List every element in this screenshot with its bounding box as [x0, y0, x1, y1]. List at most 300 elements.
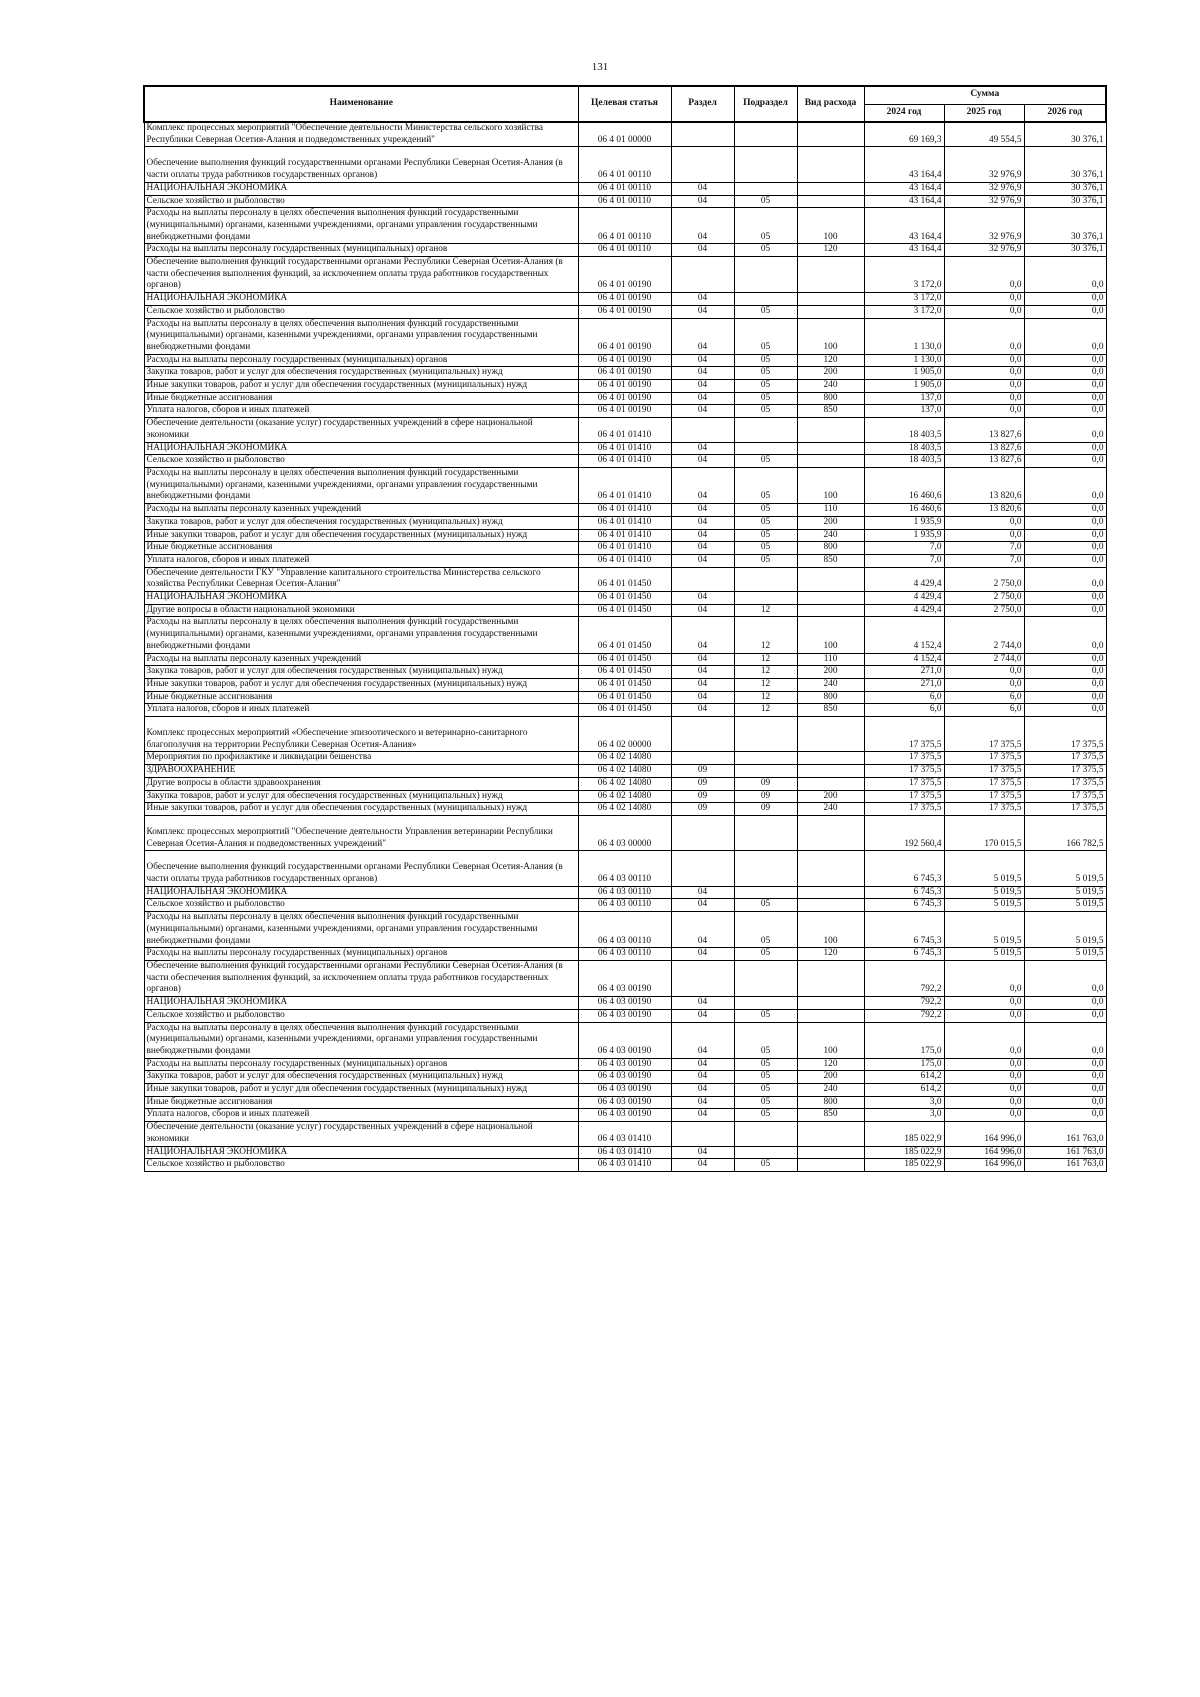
row-name: Иные бюджетные ассигнования: [144, 691, 578, 704]
expense-type-code: 200: [797, 790, 864, 803]
target-code: 06 4 01 00190: [578, 354, 671, 367]
amount-2024: 7,0: [864, 554, 944, 567]
target-code: 06 4 03 00190: [578, 1096, 671, 1109]
amount-2026: 0,0: [1024, 293, 1106, 306]
amount-2025: 13 820,6: [944, 504, 1024, 517]
amount-2025: 0,0: [944, 354, 1024, 367]
section-code: 04: [671, 244, 734, 257]
amount-2025: 0,0: [944, 293, 1024, 306]
amount-2026: 0,0: [1024, 367, 1106, 380]
expense-type-code: 100: [797, 318, 864, 354]
section-code: [671, 717, 734, 752]
subsection-code: 12: [734, 704, 797, 717]
amount-2024: 16 460,6: [864, 504, 944, 517]
subsection-code: 05: [734, 542, 797, 555]
target-code: 06 4 01 00110: [578, 244, 671, 257]
row-name: НАЦИОНАЛЬНАЯ ЭКОНОМИКА: [144, 442, 578, 455]
expense-type-code: 850: [797, 1109, 864, 1122]
expense-type-code: [797, 604, 864, 617]
target-code: 06 4 01 01450: [578, 617, 671, 653]
table-row: [144, 208, 1106, 244]
expense-type-code: 100: [797, 617, 864, 653]
target-code: 06 4 01 01450: [578, 691, 671, 704]
row-name: Комплекс процессных мероприятий «Обеспечение эпизоотического и ветеринарно-санитарного благополучия на территории Республики Северная Осетия-Алания»: [144, 717, 578, 752]
table-row: [144, 1071, 1106, 1084]
amount-2026: 0,0: [1024, 691, 1106, 704]
amount-2024: 6 745,3: [864, 851, 944, 886]
target-code: 06 4 03 00190: [578, 997, 671, 1010]
amount-2025: 0,0: [944, 997, 1024, 1010]
header-target: Целевая статья: [578, 86, 671, 122]
amount-2024: 137,0: [864, 405, 944, 418]
row-name: Обеспечение деятельности ГКУ "Управление капитального строительства Министерства сельского хозяйства Республики Северная Осетия-Алания": [144, 567, 578, 591]
amount-2026: 0,0: [1024, 318, 1106, 354]
amount-2026: 0,0: [1024, 592, 1106, 605]
target-code: 06 4 03 00190: [578, 1071, 671, 1084]
amount-2025: 13 827,6: [944, 442, 1024, 455]
row-name: Расходы на выплаты персоналу в целях обеспечения выполнения функций государственными (муниципальными) органами, казенными учреждениями, органами управления государственными внебюджетными фондами: [144, 208, 578, 244]
section-code: 04: [671, 542, 734, 555]
target-code: 06 4 03 00000: [578, 815, 671, 850]
expense-type-code: [797, 1146, 864, 1159]
subsection-code: 05: [734, 1009, 797, 1022]
amount-2025: 0,0: [944, 1058, 1024, 1071]
table-row: [144, 147, 1106, 182]
table-row: [144, 1022, 1106, 1058]
row-name: НАЦИОНАЛЬНАЯ ЭКОНОМИКА: [144, 182, 578, 195]
expense-type-code: [797, 752, 864, 765]
amount-2026: 0,0: [1024, 704, 1106, 717]
row-name: Иные бюджетные ассигнования: [144, 542, 578, 555]
subsection-code: 05: [734, 367, 797, 380]
expense-type-code: 100: [797, 912, 864, 948]
amount-2026: 0,0: [1024, 653, 1106, 666]
target-code: 06 4 02 14080: [578, 790, 671, 803]
amount-2024: 1 905,0: [864, 380, 944, 393]
row-name: Расходы на выплаты персоналу в целях обеспечения выполнения функций государственными (муниципальными) органами, казенными учреждениями, органами управления государственными внебюджетными фондами: [144, 318, 578, 354]
amount-2025: 5 019,5: [944, 886, 1024, 899]
table-row: [144, 948, 1106, 961]
table-row: [144, 961, 1106, 997]
amount-2026: 17 375,5: [1024, 717, 1106, 752]
expense-type-code: [797, 717, 864, 752]
amount-2025: 17 375,5: [944, 752, 1024, 765]
target-code: 06 4 01 00190: [578, 367, 671, 380]
table-row: [144, 257, 1106, 293]
row-name: Расходы на выплаты персоналу в целях обеспечения выполнения функций государственными (муниципальными) органами, казенными учреждениями, органами управления государственными внебюджетными фондами: [144, 912, 578, 948]
target-code: 06 4 01 01410: [578, 418, 671, 442]
section-code: [671, 257, 734, 293]
table-row: [144, 803, 1106, 816]
row-name: ЗДРАВООХРАНЕНИЕ: [144, 765, 578, 778]
expense-type-code: [797, 765, 864, 778]
amount-2024: 3 172,0: [864, 293, 944, 306]
table-row: [144, 1058, 1106, 1071]
target-code: 06 4 01 01410: [578, 442, 671, 455]
amount-2024: 6,0: [864, 704, 944, 717]
amount-2024: 4 152,4: [864, 653, 944, 666]
subsection-code: 12: [734, 678, 797, 691]
table-row: [144, 442, 1106, 455]
section-code: 04: [671, 1058, 734, 1071]
subsection-code: [734, 592, 797, 605]
amount-2024: 185 022,9: [864, 1146, 944, 1159]
target-code: 06 4 01 01410: [578, 455, 671, 468]
subsection-code: 05: [734, 244, 797, 257]
header-sum: Сумма: [864, 86, 1106, 104]
table-row: [144, 367, 1106, 380]
target-code: 06 4 01 01410: [578, 516, 671, 529]
amount-2025: 7,0: [944, 542, 1024, 555]
amount-2024: 18 403,5: [864, 442, 944, 455]
row-name: Сельское хозяйство и рыболовство: [144, 305, 578, 318]
amount-2024: 43 164,4: [864, 208, 944, 244]
target-code: 06 4 01 00190: [578, 392, 671, 405]
amount-2024: 175,0: [864, 1022, 944, 1058]
section-code: 04: [671, 1146, 734, 1159]
amount-2024: 18 403,5: [864, 455, 944, 468]
table-row: [144, 765, 1106, 778]
amount-2024: 3,0: [864, 1096, 944, 1109]
amount-2026: 30 376,1: [1024, 182, 1106, 195]
amount-2024: 43 164,4: [864, 182, 944, 195]
amount-2025: 0,0: [944, 666, 1024, 679]
amount-2024: 17 375,5: [864, 777, 944, 790]
subsection-code: 05: [734, 554, 797, 567]
amount-2024: 17 375,5: [864, 803, 944, 816]
amount-2024: 6,0: [864, 691, 944, 704]
amount-2024: 1 935,9: [864, 516, 944, 529]
expense-type-code: 200: [797, 666, 864, 679]
table-row: [144, 529, 1106, 542]
amount-2025: 0,0: [944, 1009, 1024, 1022]
expense-type-code: [797, 1159, 864, 1172]
subsection-code: [734, 147, 797, 182]
table-row: [144, 354, 1106, 367]
target-code: 06 4 01 01410: [578, 504, 671, 517]
amount-2024: 6 745,3: [864, 886, 944, 899]
amount-2026: 17 375,5: [1024, 765, 1106, 778]
amount-2025: 0,0: [944, 380, 1024, 393]
amount-2024: 185 022,9: [864, 1159, 944, 1172]
expense-type-code: [797, 851, 864, 886]
table-row: [144, 305, 1106, 318]
subsection-code: [734, 418, 797, 442]
table-row: [144, 542, 1106, 555]
section-code: 04: [671, 182, 734, 195]
expense-type-code: [797, 886, 864, 899]
amount-2025: 0,0: [944, 257, 1024, 293]
amount-2025: 5 019,5: [944, 851, 1024, 886]
table-row: [144, 1159, 1106, 1172]
row-name: Расходы на выплаты персоналу в целях обеспечения выполнения функций государственными (муниципальными) органами, казенными учреждениями, органами управления государственными внебюджетными фондами: [144, 1022, 578, 1058]
amount-2026: 0,0: [1024, 305, 1106, 318]
subsection-code: 05: [734, 195, 797, 208]
subsection-code: [734, 1122, 797, 1146]
amount-2024: 792,2: [864, 1009, 944, 1022]
amount-2026: 17 375,5: [1024, 803, 1106, 816]
row-name: Мероприятия по профилактике и ликвидации бешенства: [144, 752, 578, 765]
target-code: 06 4 01 00110: [578, 195, 671, 208]
amount-2026: 0,0: [1024, 554, 1106, 567]
amount-2026: 30 376,1: [1024, 195, 1106, 208]
section-code: [671, 961, 734, 997]
table-row: [144, 1009, 1106, 1022]
table-row: [144, 617, 1106, 653]
table-row: [144, 851, 1106, 886]
table-row: [144, 318, 1106, 354]
subsection-code: [734, 567, 797, 591]
amount-2026: 166 782,5: [1024, 815, 1106, 850]
table-body: [144, 122, 1106, 1171]
subsection-code: 05: [734, 405, 797, 418]
expense-type-code: 800: [797, 691, 864, 704]
subsection-code: [734, 851, 797, 886]
row-name: Закупка товаров, работ и услуг для обеспечения государственных (муниципальных) нужд: [144, 666, 578, 679]
row-name: Уплата налогов, сборов и иных платежей: [144, 704, 578, 717]
amount-2026: 17 375,5: [1024, 790, 1106, 803]
expense-type-code: 240: [797, 529, 864, 542]
expense-type-code: 200: [797, 516, 864, 529]
table-row: [144, 380, 1106, 393]
amount-2026: 0,0: [1024, 1022, 1106, 1058]
amount-2024: 17 375,5: [864, 717, 944, 752]
target-code: 06 4 03 00190: [578, 1022, 671, 1058]
amount-2024: 43 164,4: [864, 244, 944, 257]
header-subsection: Подраздел: [734, 86, 797, 122]
amount-2024: 4 429,4: [864, 604, 944, 617]
subsection-code: 12: [734, 653, 797, 666]
section-code: 04: [671, 367, 734, 380]
row-name: Комплекс процессных мероприятий "Обеспечение деятельности Управления ветеринарии Республики Северная Осетия-Алания и подведомственных учреждений": [144, 815, 578, 850]
target-code: 06 4 01 01450: [578, 653, 671, 666]
target-code: 06 4 01 00110: [578, 182, 671, 195]
table-row: [144, 717, 1106, 752]
table-row: [144, 195, 1106, 208]
amount-2026: 5 019,5: [1024, 899, 1106, 912]
section-code: 09: [671, 803, 734, 816]
row-name: Иные закупки товаров, работ и услуг для обеспечения государственных (муниципальных) нужд: [144, 380, 578, 393]
amount-2026: 0,0: [1024, 504, 1106, 517]
amount-2025: 5 019,5: [944, 912, 1024, 948]
table-row: [144, 1109, 1106, 1122]
amount-2026: 0,0: [1024, 1084, 1106, 1097]
row-name: Другие вопросы в области здравоохранения: [144, 777, 578, 790]
table-row: [144, 604, 1106, 617]
header-section: Раздел: [671, 86, 734, 122]
amount-2024: 7,0: [864, 542, 944, 555]
target-code: 06 4 03 00190: [578, 1009, 671, 1022]
page-number: 131: [591, 61, 609, 73]
row-name: Обеспечение выполнения функций государственными органами Республики Северная Осетия-Алания (в части обеспечения выполнения функций, за исключением оплаты труда работников государственных органов): [144, 257, 578, 293]
amount-2024: 137,0: [864, 392, 944, 405]
target-code: 06 4 01 01450: [578, 567, 671, 591]
subsection-code: 05: [734, 318, 797, 354]
expense-type-code: [797, 1122, 864, 1146]
section-code: 09: [671, 777, 734, 790]
amount-2026: 0,0: [1024, 354, 1106, 367]
table-row: [144, 455, 1106, 468]
row-name: НАЦИОНАЛЬНАЯ ЭКОНОМИКА: [144, 886, 578, 899]
amount-2024: 6 745,3: [864, 899, 944, 912]
section-code: 04: [671, 653, 734, 666]
amount-2026: 0,0: [1024, 442, 1106, 455]
row-name: НАЦИОНАЛЬНАЯ ЭКОНОМИКА: [144, 997, 578, 1010]
subsection-code: 05: [734, 912, 797, 948]
subsection-code: 09: [734, 803, 797, 816]
section-code: 04: [671, 504, 734, 517]
section-code: [671, 147, 734, 182]
subsection-code: [734, 752, 797, 765]
amount-2025: 0,0: [944, 1022, 1024, 1058]
table-header: [144, 86, 1106, 122]
amount-2025: 5 019,5: [944, 899, 1024, 912]
amount-2024: 271,0: [864, 678, 944, 691]
expense-type-code: 110: [797, 504, 864, 517]
table-row: [144, 912, 1106, 948]
expense-type-code: 800: [797, 392, 864, 405]
amount-2025: 17 375,5: [944, 777, 1024, 790]
table-row: [144, 653, 1106, 666]
amount-2026: 0,0: [1024, 392, 1106, 405]
amount-2025: 32 976,9: [944, 244, 1024, 257]
section-code: 04: [671, 678, 734, 691]
section-code: 04: [671, 554, 734, 567]
section-code: 04: [671, 1022, 734, 1058]
amount-2024: 3 172,0: [864, 257, 944, 293]
table-row: [144, 1146, 1106, 1159]
section-code: 04: [671, 467, 734, 503]
row-name: Сельское хозяйство и рыболовство: [144, 899, 578, 912]
row-name: Иные закупки товаров, работ и услуг для обеспечения государственных (муниципальных) нужд: [144, 803, 578, 816]
expense-type-code: [797, 195, 864, 208]
amount-2026: 30 376,1: [1024, 208, 1106, 244]
subsection-code: [734, 765, 797, 778]
subsection-code: [734, 182, 797, 195]
row-name: Закупка товаров, работ и услуг для обеспечения государственных (муниципальных) нужд: [144, 790, 578, 803]
expense-type-code: [797, 257, 864, 293]
table-row: [144, 886, 1106, 899]
amount-2026: 161 763,0: [1024, 1146, 1106, 1159]
target-code: 06 4 01 01410: [578, 467, 671, 503]
amount-2025: 0,0: [944, 305, 1024, 318]
subsection-code: 12: [734, 691, 797, 704]
table-row: [144, 790, 1106, 803]
amount-2025: 164 996,0: [944, 1146, 1024, 1159]
row-name: Иные закупки товаров, работ и услуг для обеспечения государственных (муниципальных) нужд: [144, 1084, 578, 1097]
amount-2025: 0,0: [944, 318, 1024, 354]
target-code: 06 4 01 00000: [578, 122, 671, 147]
amount-2024: 1 130,0: [864, 318, 944, 354]
table-row: [144, 678, 1106, 691]
amount-2024: 17 375,5: [864, 752, 944, 765]
target-code: 06 4 01 00190: [578, 305, 671, 318]
subsection-code: [734, 257, 797, 293]
subsection-code: 05: [734, 529, 797, 542]
amount-2026: 0,0: [1024, 1009, 1106, 1022]
section-code: 04: [671, 1071, 734, 1084]
amount-2025: 32 976,9: [944, 208, 1024, 244]
amount-2025: 7,0: [944, 554, 1024, 567]
target-code: 06 4 01 00190: [578, 257, 671, 293]
amount-2024: 4 429,4: [864, 592, 944, 605]
row-name: Расходы на выплаты персоналу государственных (муниципальных) органов: [144, 1058, 578, 1071]
subsection-code: 05: [734, 1058, 797, 1071]
expense-type-code: [797, 997, 864, 1010]
expense-type-code: 110: [797, 653, 864, 666]
amount-2025: 0,0: [944, 529, 1024, 542]
amount-2025: 2 744,0: [944, 617, 1024, 653]
amount-2025: 0,0: [944, 678, 1024, 691]
expense-type-code: 100: [797, 467, 864, 503]
subsection-code: 12: [734, 617, 797, 653]
subsection-code: [734, 886, 797, 899]
expense-type-code: 240: [797, 678, 864, 691]
section-code: 04: [671, 354, 734, 367]
row-name: Иные закупки товаров, работ и услуг для обеспечения государственных (муниципальных) нужд: [144, 678, 578, 691]
amount-2025: 0,0: [944, 961, 1024, 997]
subsection-code: 05: [734, 1159, 797, 1172]
section-code: 04: [671, 455, 734, 468]
amount-2025: 0,0: [944, 516, 1024, 529]
amount-2026: 0,0: [1024, 405, 1106, 418]
target-code: 06 4 03 00110: [578, 851, 671, 886]
subsection-code: 05: [734, 354, 797, 367]
expense-type-code: 200: [797, 367, 864, 380]
table-row: [144, 666, 1106, 679]
expense-type-code: 100: [797, 1022, 864, 1058]
row-name: Другие вопросы в области национальной экономики: [144, 604, 578, 617]
section-code: 04: [671, 1159, 734, 1172]
amount-2026: 0,0: [1024, 604, 1106, 617]
section-code: 04: [671, 1096, 734, 1109]
amount-2026: 0,0: [1024, 516, 1106, 529]
subsection-code: 12: [734, 666, 797, 679]
target-code: 06 4 01 01450: [578, 704, 671, 717]
subsection-code: [734, 717, 797, 752]
section-code: 04: [671, 617, 734, 653]
row-name: Обеспечение выполнения функций государственными органами Республики Северная Осетия-Алания (в части оплаты труда работников государственных органов): [144, 147, 578, 182]
subsection-code: 05: [734, 208, 797, 244]
target-code: 06 4 01 01410: [578, 542, 671, 555]
row-name: Уплата налогов, сборов и иных платежей: [144, 405, 578, 418]
amount-2024: 614,2: [864, 1071, 944, 1084]
amount-2024: 4 429,4: [864, 567, 944, 591]
section-code: 04: [671, 516, 734, 529]
target-code: 06 4 01 01410: [578, 529, 671, 542]
amount-2026: 30 376,1: [1024, 244, 1106, 257]
amount-2025: 2 750,0: [944, 567, 1024, 591]
expense-type-code: [797, 293, 864, 306]
amount-2024: 17 375,5: [864, 790, 944, 803]
expense-type-code: [797, 442, 864, 455]
amount-2024: 16 460,6: [864, 467, 944, 503]
section-code: 04: [671, 305, 734, 318]
amount-2026: 17 375,5: [1024, 777, 1106, 790]
amount-2026: 0,0: [1024, 678, 1106, 691]
section-code: [671, 815, 734, 850]
expense-type-code: [797, 455, 864, 468]
amount-2025: 0,0: [944, 1084, 1024, 1097]
target-code: 06 4 01 00190: [578, 293, 671, 306]
target-code: 06 4 03 00190: [578, 1084, 671, 1097]
row-name: Расходы на выплаты персоналу государственных (муниципальных) органов: [144, 354, 578, 367]
target-code: 06 4 02 14080: [578, 752, 671, 765]
row-name: Обеспечение выполнения функций государственными органами Республики Северная Осетия-Алания (в части обеспечения выполнения функций, за исключением оплаты труда работников государственных органов): [144, 961, 578, 997]
section-code: 04: [671, 529, 734, 542]
table-row: [144, 405, 1106, 418]
amount-2024: 43 164,4: [864, 195, 944, 208]
